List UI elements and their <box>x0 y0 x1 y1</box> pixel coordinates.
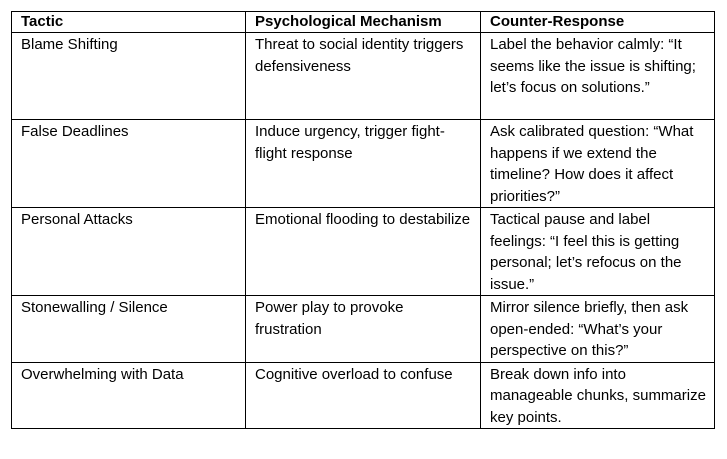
tactic-cell: False Deadlines <box>12 120 246 208</box>
tactic-cell: Stonewalling / Silence <box>12 296 246 363</box>
table-row <box>12 208 715 296</box>
mechanism-cell: Emotional flooding to destabilize <box>246 208 481 296</box>
mechanism-cell: Induce urgency, trigger fight-flight response <box>246 120 481 208</box>
response-cell: Ask calibrated question: “What happens if we extend the timeline? How does it affect priorities?” <box>481 120 715 208</box>
mechanism-cell: Threat to social identity triggers defensiveness <box>246 33 481 120</box>
tactic-cell: Personal Attacks <box>12 208 246 296</box>
response-cell: Mirror silence briefly, then ask open-ended: “What’s your perspective on this?” <box>481 296 715 363</box>
mechanism-cell: Cognitive overload to confuse <box>246 362 481 429</box>
tactics-table <box>11 11 715 429</box>
header-counter-response: Counter-Response <box>481 12 715 33</box>
tactic-cell: Overwhelming with Data <box>12 362 246 429</box>
response-cell: Break down info into manageable chunks, summarize key points. <box>481 362 715 429</box>
header-tactic: Tactic <box>12 12 246 33</box>
table-row <box>12 33 715 120</box>
table-row <box>12 296 715 363</box>
table-row <box>12 362 715 429</box>
tactic-cell: Blame Shifting <box>12 33 246 120</box>
header-psychological-mechanism: Psychological Mechanism <box>246 12 481 33</box>
response-cell: Tactical pause and label feelings: “I feel this is getting personal; let’s refocus on the issue.” <box>481 208 715 296</box>
mechanism-cell: Power play to provoke frustration <box>246 296 481 363</box>
table-header-row <box>12 12 715 33</box>
table-row <box>12 120 715 208</box>
response-cell: Label the behavior calmly: “It seems like the issue is shifting; let’s focus on solutions.” <box>481 33 715 120</box>
